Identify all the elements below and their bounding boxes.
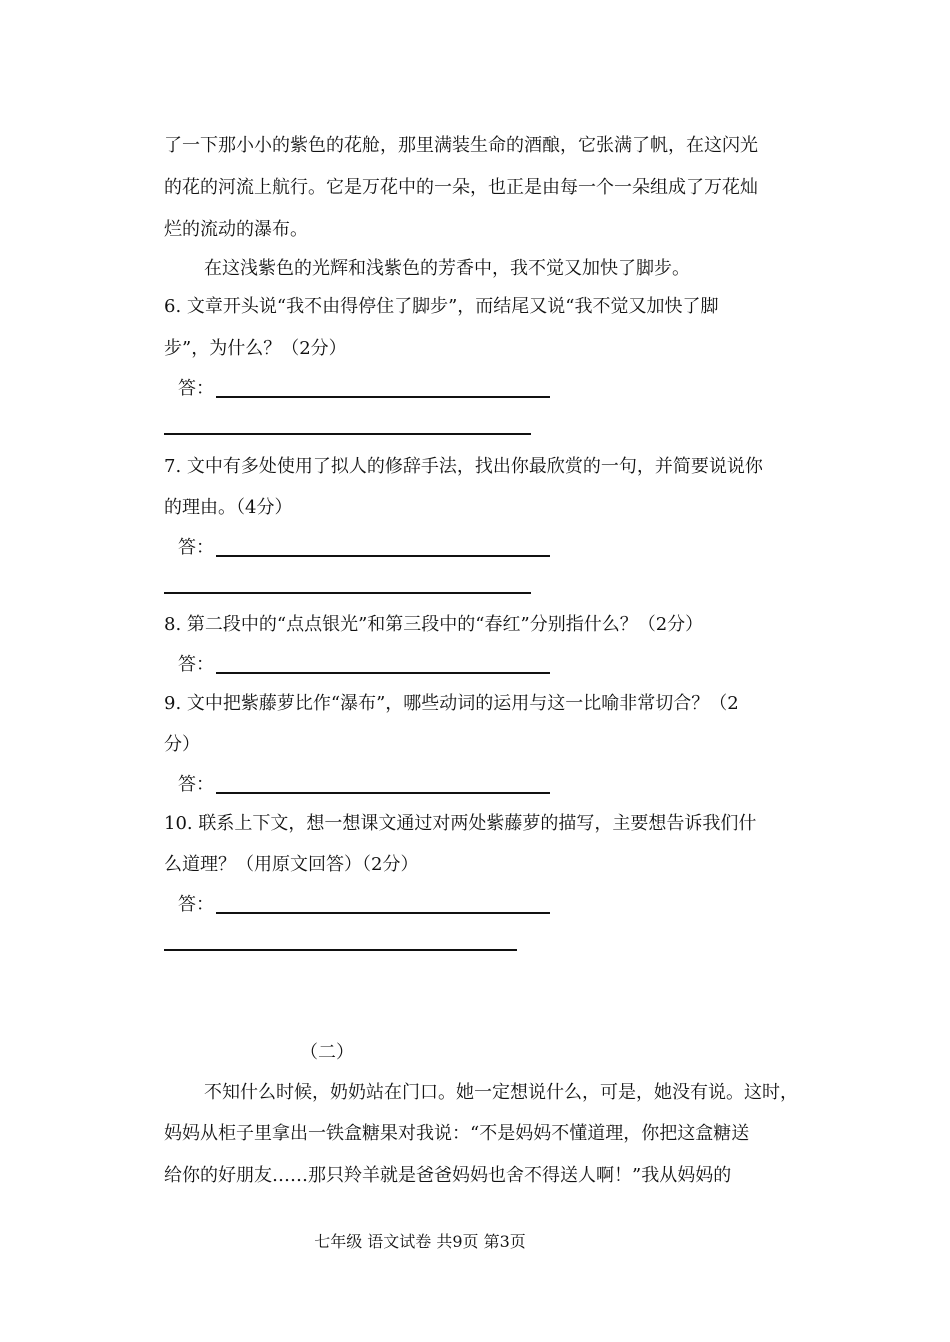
passage-line: 烂的流动的瀑布。 bbox=[164, 219, 308, 240]
question-6-text: 6. 文章开头说“我不由得停住了脚步”，而结尾又说“我不觉又加快了脚 bbox=[164, 296, 719, 317]
answer-line[interactable] bbox=[164, 949, 517, 951]
question-8-text: 8. 第二段中的“点点银光”和第三段中的“春红”分别指什么？（2分） bbox=[164, 614, 704, 635]
answer-label: 答： bbox=[178, 537, 214, 558]
page-footer: 七年级 语文试卷 共9页 第3页 bbox=[314, 1232, 526, 1251]
answer-label: 答： bbox=[178, 894, 214, 915]
passage-line: 的花的河流上航行。它是万花中的一朵，也正是由每一个一朵组成了万花灿 bbox=[164, 177, 758, 198]
question-7-text: 7. 文中有多处使用了拟人的修辞手法，找出你最欣赏的一句，并简要说说你 bbox=[164, 456, 763, 477]
question-10-text: 么道理？（用原文回答）（2分） bbox=[164, 854, 419, 875]
passage-line: 妈妈从柜子里拿出一铁盒糖果对我说：“不是妈妈不懂道理，你把这盒糖送 bbox=[164, 1123, 750, 1144]
answer-line[interactable] bbox=[216, 555, 550, 557]
passage-line: 了一下那小小的紫色的花舱，那里满装生命的酒酿，它张满了帆，在这闪光 bbox=[164, 135, 758, 156]
answer-line[interactable] bbox=[164, 433, 531, 435]
passage-line: 不知什么时候，奶奶站在门口。她一定想说什么，可是，她没有说。这时， bbox=[204, 1082, 798, 1103]
question-10-text: 10. 联系上下文，想一想课文通过对两处紫藤萝的描写，主要想告诉我们什 bbox=[164, 813, 757, 834]
passage-line: 在这浅紫色的光辉和浅紫色的芳香中，我不觉又加快了脚步。 bbox=[204, 258, 690, 279]
answer-label: 答： bbox=[178, 774, 214, 795]
question-7-text: 的理由。（4分） bbox=[164, 497, 293, 518]
answer-label: 答： bbox=[178, 654, 214, 675]
answer-line[interactable] bbox=[216, 396, 550, 398]
answer-line[interactable] bbox=[216, 912, 550, 914]
section-heading: （二） bbox=[300, 1042, 354, 1063]
passage-line: 给你的好朋友……那只羚羊就是爸爸妈妈也舍不得送人啊！”我从妈妈的 bbox=[164, 1165, 732, 1186]
answer-line[interactable] bbox=[216, 672, 550, 674]
question-6-text: 步”，为什么？（2分） bbox=[164, 338, 347, 359]
answer-line[interactable] bbox=[216, 792, 550, 794]
answer-line[interactable] bbox=[164, 592, 531, 594]
question-9-text: 9. 文中把紫藤萝比作“瀑布”，哪些动词的运用与这一比喻非常切合？（2 bbox=[164, 693, 739, 714]
question-9-text: 分） bbox=[164, 734, 200, 755]
answer-label: 答： bbox=[178, 378, 214, 399]
